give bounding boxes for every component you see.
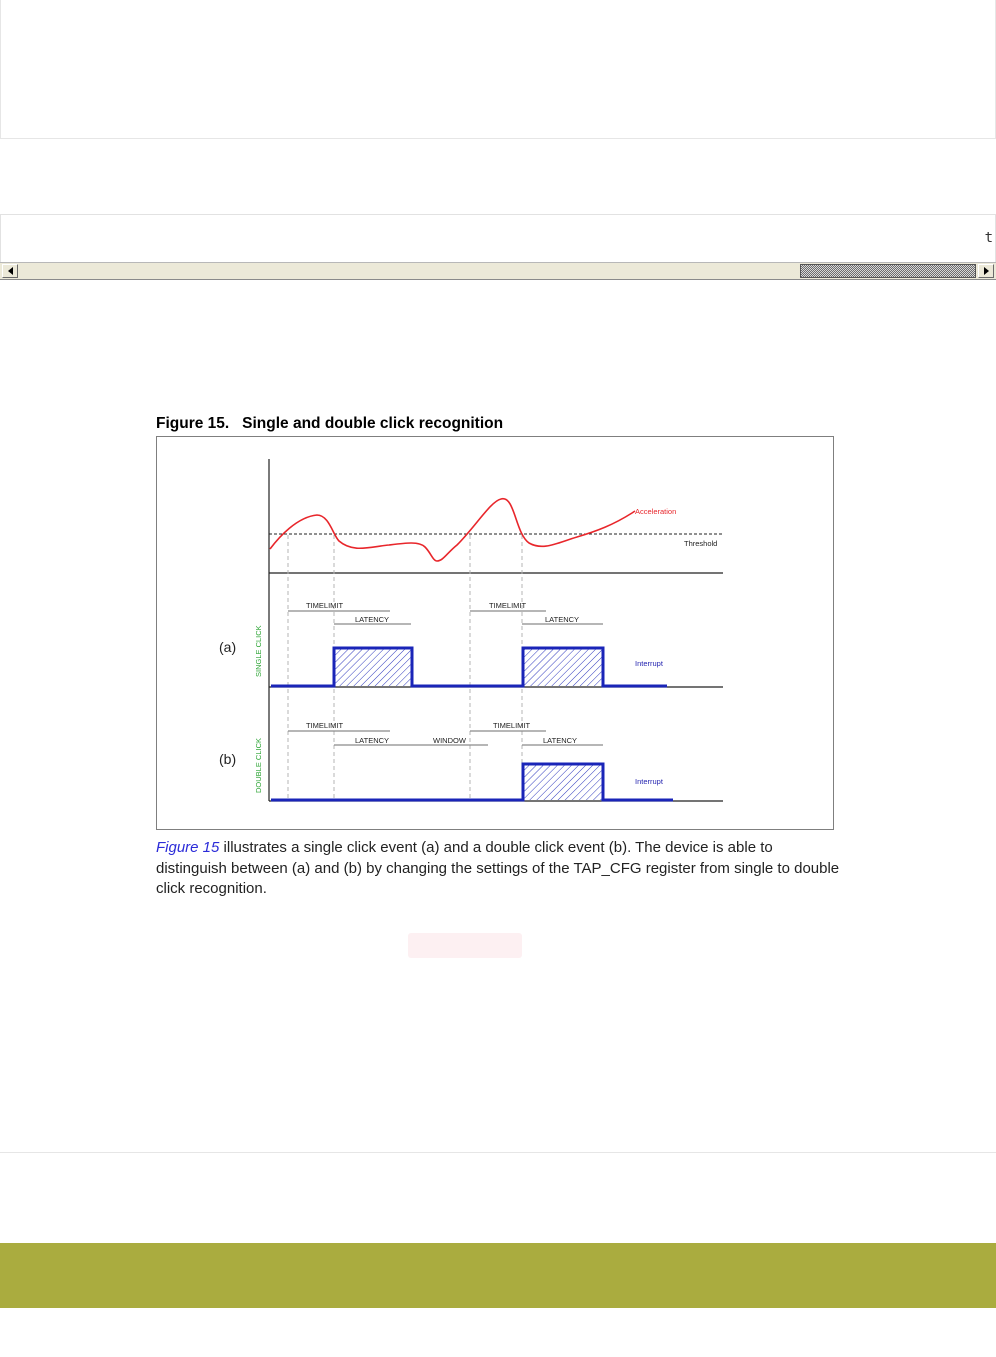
- figure-frame: [156, 436, 834, 830]
- scrollbar-track[interactable]: [20, 264, 976, 278]
- code-text: t: [984, 230, 993, 246]
- scroll-right-button[interactable]: [978, 264, 994, 278]
- timelimit-label: TIMELIMIT: [306, 601, 344, 610]
- latency-label: LATENCY: [543, 736, 578, 745]
- timelimit-label: TIMELIMIT: [489, 601, 527, 610]
- timelimit-label: TIMELIMIT: [493, 721, 531, 730]
- single-click-signal: [271, 648, 667, 686]
- interrupt-label: Interrupt: [635, 777, 663, 786]
- latency-label: LATENCY: [545, 615, 580, 624]
- highlight-box: [408, 933, 522, 958]
- timelimit-label: TIMELIMIT: [306, 721, 344, 730]
- divider: [0, 1152, 996, 1153]
- scrollbar-thumb[interactable]: [800, 264, 976, 278]
- acceleration-label: Acceleration: [635, 507, 677, 516]
- code-block: [0, 214, 996, 264]
- double-click-label: DOUBLE CLICK: [254, 737, 263, 793]
- figure-title: [156, 415, 503, 433]
- footer-bar: [0, 1243, 996, 1308]
- horizontal-scrollbar[interactable]: [0, 262, 996, 280]
- figure-link[interactable]: Figure 15: [156, 839, 220, 856]
- panel-b-label: (b): [219, 751, 237, 767]
- click-diagram: [157, 437, 833, 829]
- threshold-label: Threshold: [684, 539, 718, 548]
- double-click-signal: [271, 764, 673, 800]
- top-panel: [0, 0, 996, 139]
- interrupt-label: Interrupt: [635, 659, 663, 668]
- figure-number: Figure 15.: [156, 415, 230, 432]
- caption-text: illustrates a single click event (a) and a double click event (b). The device is able to distinguish between (a) and (b) by changing the settings of the TAP_CFG register from single to double click recognition.: [156, 839, 840, 897]
- figure-caption: [156, 838, 846, 900]
- latency-label: LATENCY: [355, 736, 390, 745]
- acceleration-curve: [270, 499, 635, 561]
- figure-title-text: Single and double click recognition: [242, 415, 504, 432]
- single-click-label: SINGLE CLICK: [254, 625, 263, 677]
- window-label: WINDOW: [433, 736, 466, 745]
- interrupt-pulse-fill: [334, 648, 412, 686]
- panel-a-label: (a): [219, 639, 237, 655]
- interrupt-pulse-fill: [523, 648, 603, 686]
- arrow-right-icon: [984, 267, 989, 275]
- arrow-left-icon: [8, 267, 13, 275]
- latency-label: LATENCY: [355, 615, 390, 624]
- scroll-left-button[interactable]: [2, 264, 18, 278]
- interrupt-pulse-fill: [523, 764, 603, 800]
